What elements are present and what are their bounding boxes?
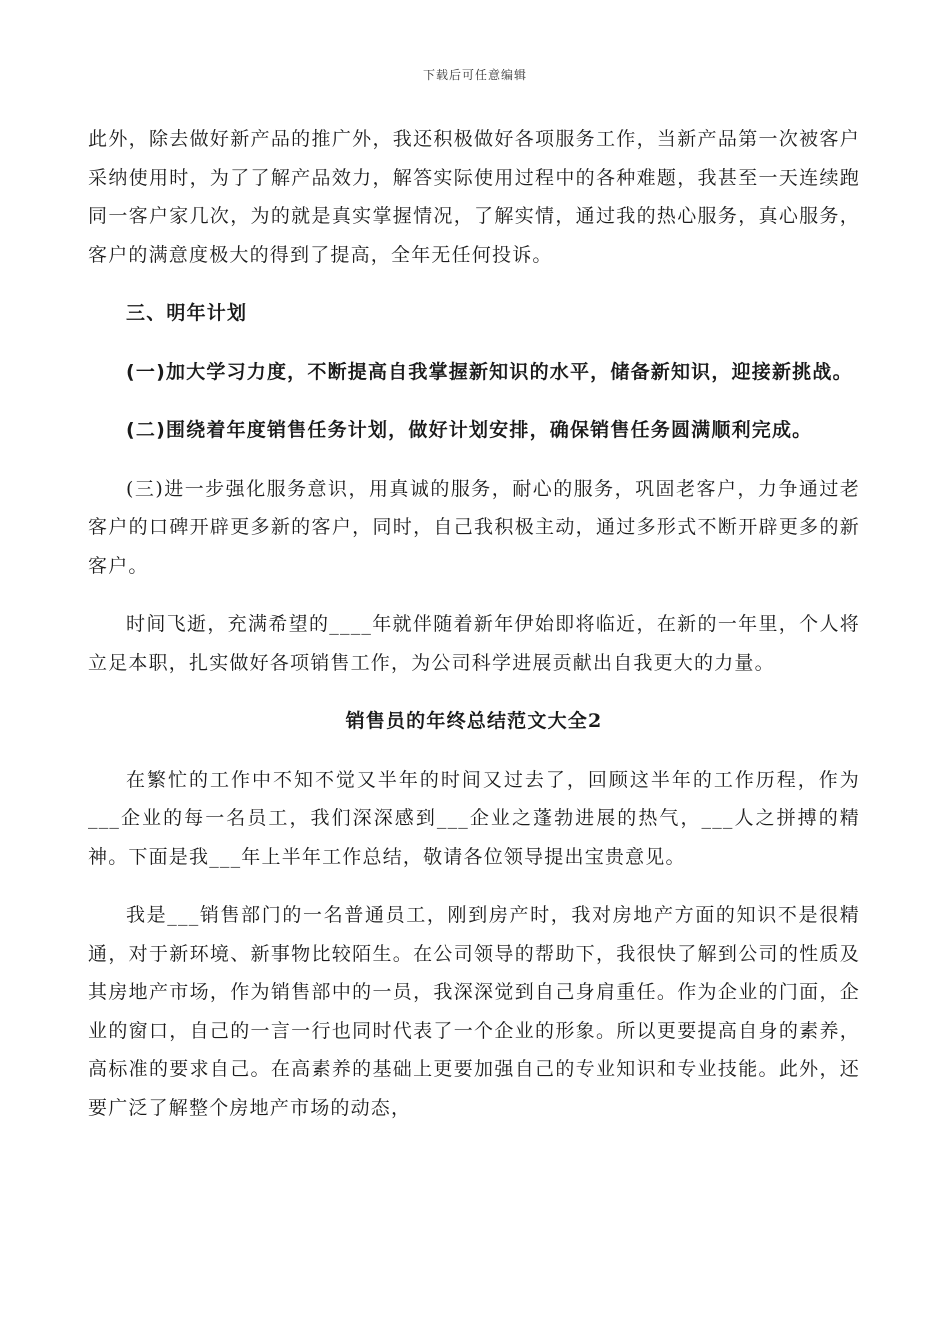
document-body [88,120,860,1147]
paragraph-intro-2: 在繁忙的工作中不知不觉又半年的时间又过去了，回顾这半年的工作历程，作为___企业的每一名员工，我们深深感到___企业之蓬勃进展的热气，___人之拼搏的精神。下面是我___年上半年工作总结，敬请各位领导提出宝贵意见。 [88,768,860,868]
paragraph-self-intro: 我是___销售部门的一名普通员工，刚到房产时，我对房地产方面的知识不是很精通，对于新环境、新事物比较陌生。在公司领导的帮助下，我很快了解到公司的性质及其房地产市场，作为销售部中的一员，我深深觉到自己身肩重任。作为企业的门面，企业的窗口，自己的一言一行也同时代表了一个企业的形象。所以更要提高自身的素养，高标准的要求自己。在高素养的基础上更要加强自己的专业知识和专业技能。此外，还要广泛了解整个房地产市场的动态， [88,904,860,1119]
plan-item-1: (一)加大学习力度，不断提高自我掌握新知识的水平，储备新知识，迎接新挑战。 [126,360,853,383]
page-header-note: 下载后可任意编辑 [422,68,527,82]
paragraph-closing: 时间飞逝，充满希望的____年就伴随着新年伊始即将临近，在新的一年里，个人将立足本职，扎实做好各项销售工作，为公司科学进展贡献出自我更大的力量。 [88,613,860,674]
plan-item-3: (三)进一步强化服务意识，用真诚的服务，耐心的服务，巩固老客户，力争通过老客户的口碑开辟更多新的客户，同时，自己我积极主动，通过多形式不断开辟更多的新客户。 [88,477,860,577]
section-heading-next-year-plan: 三、明年计划 [126,302,248,324]
plan-item-2: (二)围绕着年度销售任务计划，做好计划安排，确保销售任务圆满顺利完成。 [126,419,813,441]
paragraph-service-work: 此外，除去做好新产品的推广外，我还积极做好各项服务工作，当新产品第一次被客户采纳使用时，为了了解产品效力，解答实际使用过程中的各种难题，我甚至一天连续跑同一客户家几次，为的就是真实掌握情况，了解实情，通过我的热心服务，真心服务，客户的满意度极大的得到了提高，全年无任何投诉。 [88,128,860,266]
article-title-2: 销售员的年终总结范文大全2 [345,710,603,732]
